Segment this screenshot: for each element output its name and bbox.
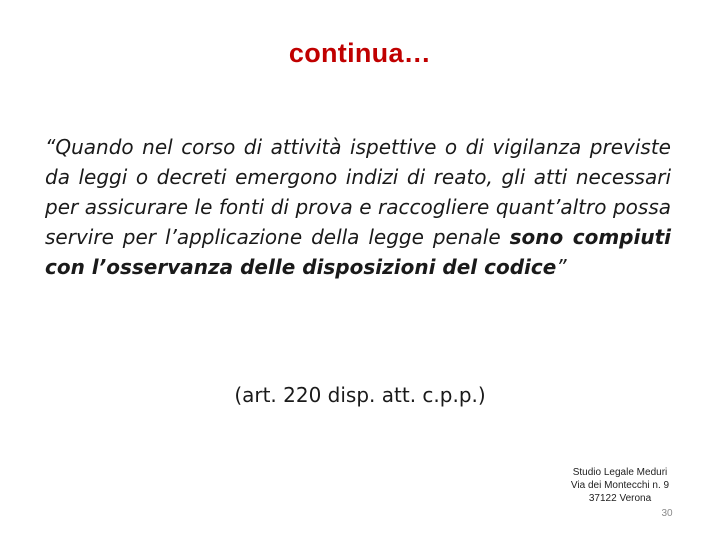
quote-part-1: “Quando nel corso di attività ispettive o di vigilanza previste da leggi o decreti emergono indizi di reato, gli atti necessari per assicurare le fonti di prova e raccogliere quant’altro possa servire per l’applicazione della legge penale bbox=[45, 135, 671, 249]
citation bbox=[0, 383, 720, 407]
slide-title: continua… bbox=[288, 38, 432, 68]
page-number: 30 bbox=[661, 508, 673, 519]
quote-part-2: ” bbox=[556, 255, 567, 279]
quote-emphasis: sono compiuti con l’osservanza delle disposizioni del codice bbox=[45, 225, 671, 279]
footer-line-2: Via dei Montecchi n. 9 bbox=[570, 480, 670, 491]
footer-address bbox=[550, 466, 690, 505]
quote-text bbox=[45, 132, 671, 282]
footer-line-3: 37122 Verona bbox=[588, 493, 652, 504]
citation-text: (art. 220 disp. att. c.p.p.) bbox=[234, 383, 486, 407]
footer-line-1: Studio Legale Meduri bbox=[572, 467, 668, 478]
